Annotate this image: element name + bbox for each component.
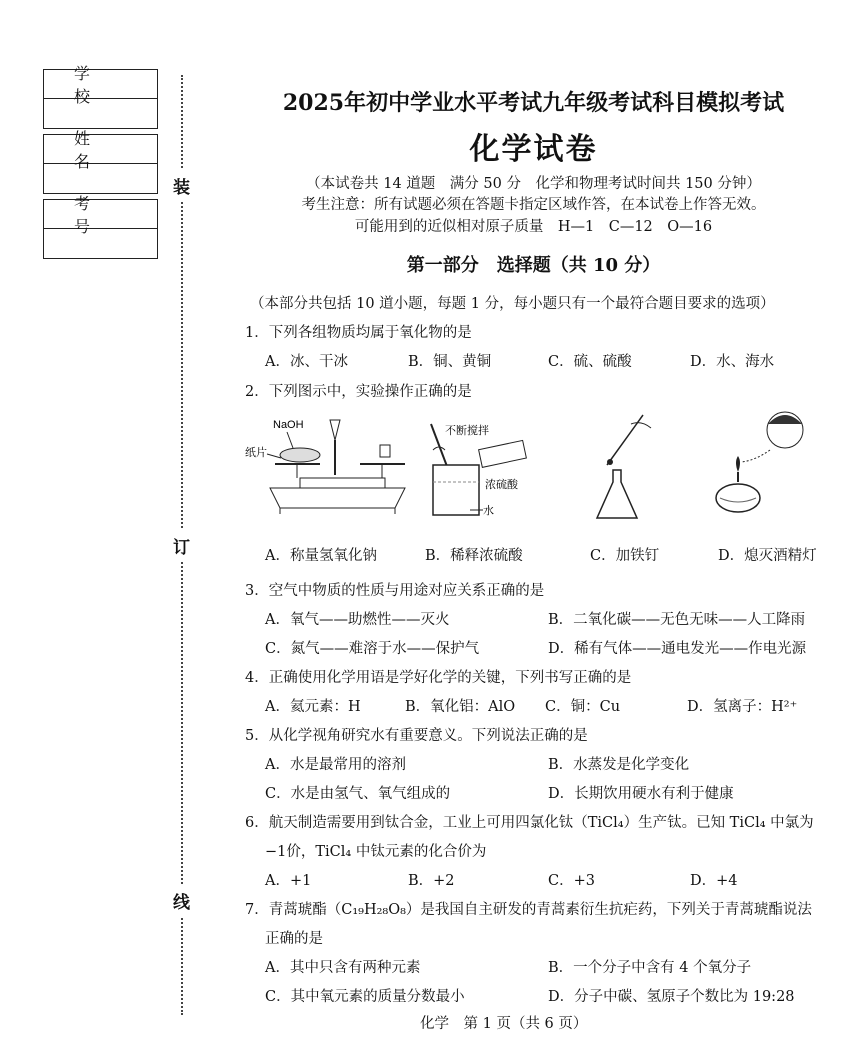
name-label: 姓名 bbox=[44, 135, 157, 164]
section-title: 第一部分 选择题（共 10 分） bbox=[406, 255, 661, 276]
q7-stem-line1: 7．青蒿琥酯（C₁₉H₂₈O₈）是我国自主研发的青蒿素衍生抗疟药，下列关于青蒿琥酯说法 bbox=[245, 902, 812, 918]
figure-lamp bbox=[710, 410, 820, 530]
naoh-label: NaOH bbox=[273, 419, 304, 431]
q5-option-c: C．水是由氢气、氧气组成的 bbox=[265, 786, 451, 802]
q6-stem-line2: −1价，TiCl₄ 中钛元素的化合价为 bbox=[265, 844, 487, 860]
exam-number-box bbox=[43, 194, 158, 259]
atomic-mass: 可能用到的近似相对原子质量 H—1 C—12 O—16 bbox=[354, 219, 713, 235]
q1-option-a: A．冰、干冰 bbox=[265, 354, 348, 370]
q4-option-a: A．氦元素：H bbox=[265, 699, 361, 715]
figure-dilution bbox=[425, 410, 535, 530]
stir-label: 不断搅拌 bbox=[445, 425, 489, 437]
q1-option-c: C．硫、硫酸 bbox=[548, 354, 632, 370]
q3-option-c: C．氮气——难溶于水——保护气 bbox=[265, 641, 480, 657]
q2-option-a: A．称量氢氧化钠 bbox=[265, 548, 377, 564]
q4-option-b: B．氧化铝：AlO bbox=[405, 699, 516, 715]
section-instructions: （本部分共包括 10 道小题，每题 1 分，每小题只有一个最符合题目要求的选项） bbox=[250, 296, 775, 312]
q2-option-d: D．熄灭酒精灯 bbox=[718, 548, 817, 564]
binding-char-zhuang: 装 bbox=[173, 170, 190, 201]
q6-option-a: A．+1 bbox=[265, 873, 312, 889]
paper-label: 纸片 bbox=[245, 447, 267, 459]
q7-option-d: D．分子中碳、氢原子个数比为 19:28 bbox=[548, 989, 795, 1005]
figure-balance bbox=[245, 410, 420, 530]
notice: 考生注意：所有试题必须在答题卡指定区域作答，在本试卷上作答无效。 bbox=[301, 197, 766, 213]
q1-option-d: D．水、海水 bbox=[690, 354, 775, 370]
q4-option-d: D．氢离子：H²⁺ bbox=[687, 699, 798, 715]
q5-option-b: B．水蒸发是化学变化 bbox=[548, 757, 690, 773]
q5-stem: 5．从化学视角研究水有重要意义。下列说法正确的是 bbox=[245, 728, 588, 744]
q2-option-c: C．加铁钉 bbox=[590, 548, 660, 564]
exam-title: 2025年初中学业水平考试九年级考试科目模拟考试 bbox=[282, 90, 785, 116]
q3-option-a: A．氧气——助燃性——灭火 bbox=[265, 612, 450, 628]
figure-flask bbox=[585, 410, 665, 530]
q6-option-c: C．+3 bbox=[548, 873, 595, 889]
binding-char-ding: 订 bbox=[173, 530, 190, 561]
q2-stem: 2．下列图示中，实验操作正确的是 bbox=[245, 384, 472, 400]
q4-stem: 4．正确使用化学用语是学好化学的关键，下列书写正确的是 bbox=[245, 670, 632, 686]
name-box bbox=[43, 129, 158, 194]
school-box bbox=[43, 64, 158, 129]
q3-stem: 3．空气中物质的性质与用途对应关系正确的是 bbox=[245, 583, 545, 599]
q7-stem-line2: 正确的是 bbox=[265, 931, 323, 947]
q5-option-a: A．水是最常用的溶剂 bbox=[265, 757, 406, 773]
water-label: 水 bbox=[483, 505, 494, 517]
q6-stem-line1: 6．航天制造需要用到钛合金，工业上可用四氯化钛（TiCl₄）生产钛。已知 TiCl₄ 中氯为 bbox=[245, 815, 814, 831]
q5-option-d: D．长期饮用硬水有利于健康 bbox=[548, 786, 734, 802]
q1-stem: 1．下列各组物质均属于氧化物的是 bbox=[245, 325, 472, 341]
school-label: 学校 bbox=[44, 70, 157, 99]
q6-option-b: B．+2 bbox=[408, 873, 455, 889]
q6-option-d: D．+4 bbox=[690, 873, 738, 889]
binding-char-xian: 线 bbox=[173, 885, 190, 916]
q2-option-b: B．稀释浓硫酸 bbox=[425, 548, 523, 564]
q4-option-c: C．铜：Cu bbox=[545, 699, 621, 715]
paper-title: 化学试卷 bbox=[469, 132, 598, 167]
q7-option-a: A．其中只含有两种元素 bbox=[265, 960, 421, 976]
q3-option-d: D．稀有气体——通电发光——作电光源 bbox=[548, 641, 807, 657]
q3-option-b: B．二氧化碳——无色无味——人工降雨 bbox=[548, 612, 806, 628]
q7-option-c: C．其中氧元素的质量分数最小 bbox=[265, 989, 465, 1005]
page-footer: 化学 第 1 页（共 6 页） bbox=[420, 1016, 588, 1032]
q1-option-b: B．铜、黄铜 bbox=[408, 354, 492, 370]
acid-label: 浓硫酸 bbox=[485, 479, 518, 491]
q7-option-b: B．一个分子中含有 4 个氧分子 bbox=[548, 960, 752, 976]
exam-number-label: 考号 bbox=[44, 200, 157, 229]
paper-info: （本试卷共 14 道题 满分 50 分 化学和物理考试时间共 150 分钟） bbox=[306, 176, 761, 192]
